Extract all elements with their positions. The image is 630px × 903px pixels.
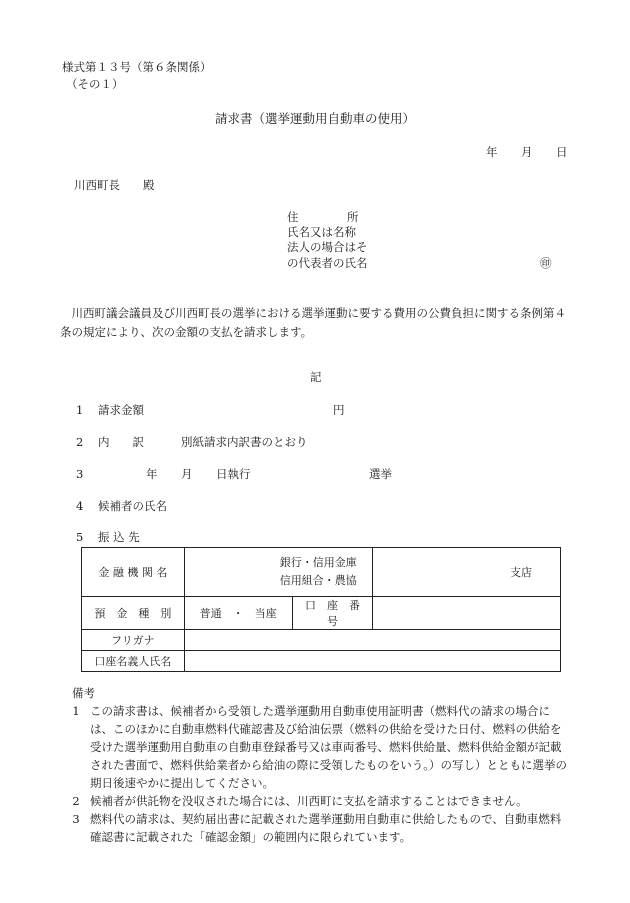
holder-field[interactable]	[184, 651, 560, 672]
notes-heading: 備考	[72, 686, 95, 700]
note-item	[62, 792, 572, 810]
bank-types-2: 信用組合・農協	[279, 574, 357, 587]
bank-table	[81, 547, 561, 672]
item1-label: 請求金額	[98, 403, 144, 417]
item5-label: 振 込 先	[98, 530, 140, 544]
item5-number: 5	[76, 530, 84, 544]
item3-day: 日執行	[216, 467, 251, 481]
date-day: 日	[556, 145, 568, 159]
deposit-type-label: 預 金 種 別	[82, 597, 185, 630]
request-paragraph: 川西町議会議員及び川西町長の選挙における選挙運動に要する費用の公費負担に関する条例第４条の規定により、次の金額の支払を請求します。	[60, 306, 566, 339]
form-number: 様式第１３号（第６条関係）	[62, 60, 212, 74]
item2-number: 2	[76, 435, 84, 449]
bank-types-cell	[184, 548, 373, 597]
note-text: 燃料代の請求は、契約届出書に記載された選挙運動用自動車に供給したもので、自動車燃料確認書に記載された「確認金額」の範囲内に限られています。	[90, 812, 562, 844]
address-label: 住 所	[287, 210, 359, 224]
branch-label: 支店	[510, 566, 532, 579]
note-number: 2	[72, 794, 80, 808]
notes-section	[62, 684, 572, 846]
furigana-field[interactable]	[184, 630, 560, 651]
note-item	[62, 702, 572, 792]
institution-label: 金 融 機 関 名	[82, 548, 185, 597]
note-text: この請求書は、候補者から受領した選挙運動用自動車使用証明書（燃料代の請求の場合には、このほかに自動車燃料代確認書及び給油伝票（燃料の供給を受けた日付、燃料の供給を受けた選挙運動用自動車の自動車登録番号又は車両番号、燃料供給量、燃料供給金額が記載された書面で、燃料供給業者から給油の際に受領したものをいう。）の写し）とともに選挙の期日後速やかに提出してください。	[90, 704, 568, 790]
item3-election: 選挙	[369, 467, 392, 481]
item3-year: 年	[146, 467, 158, 481]
note-item	[62, 810, 572, 846]
page-title: 請求書（選挙運動用自動車の使用）	[214, 111, 415, 126]
deposit-types: 普通 ・ 当座	[184, 597, 292, 630]
ki-heading: 記	[310, 370, 322, 384]
item3-month: 月	[181, 467, 193, 481]
note-number: 1	[72, 704, 80, 718]
note-text: 候補者が供託物を没収された場合には、川西町に支払を請求することはできません。	[90, 794, 528, 808]
form-part: （その１）	[66, 77, 124, 91]
name-label: 氏名又は名称	[287, 225, 356, 239]
holder-label: 口座名義人氏名	[82, 651, 185, 672]
branch-cell	[373, 548, 561, 597]
corp-label-1: 法人の場合はそ	[287, 240, 368, 254]
note-number: 3	[72, 812, 80, 826]
item1-unit: 円	[333, 403, 345, 417]
item4-number: 4	[76, 499, 84, 513]
date-month: 月	[521, 145, 533, 159]
seal-mark: ㊞	[540, 256, 552, 270]
item4-label: 候補者の氏名	[98, 499, 167, 513]
account-no-field[interactable]	[373, 597, 561, 630]
item1-number: 1	[76, 403, 84, 417]
date-year: 年	[486, 145, 498, 159]
furigana-label: フリガナ	[82, 630, 185, 651]
item3-number: 3	[76, 467, 84, 481]
item2-label: 内 訳	[98, 435, 144, 449]
corp-label-2: の代表者の氏名	[287, 256, 368, 270]
addressee: 川西町長 殿	[74, 178, 155, 192]
account-no-label: 口 座 番 号	[292, 597, 373, 630]
bank-types-1: 銀行・信用金庫	[279, 556, 357, 569]
item2-value: 別紙請求内訳書のとおり	[181, 435, 308, 449]
